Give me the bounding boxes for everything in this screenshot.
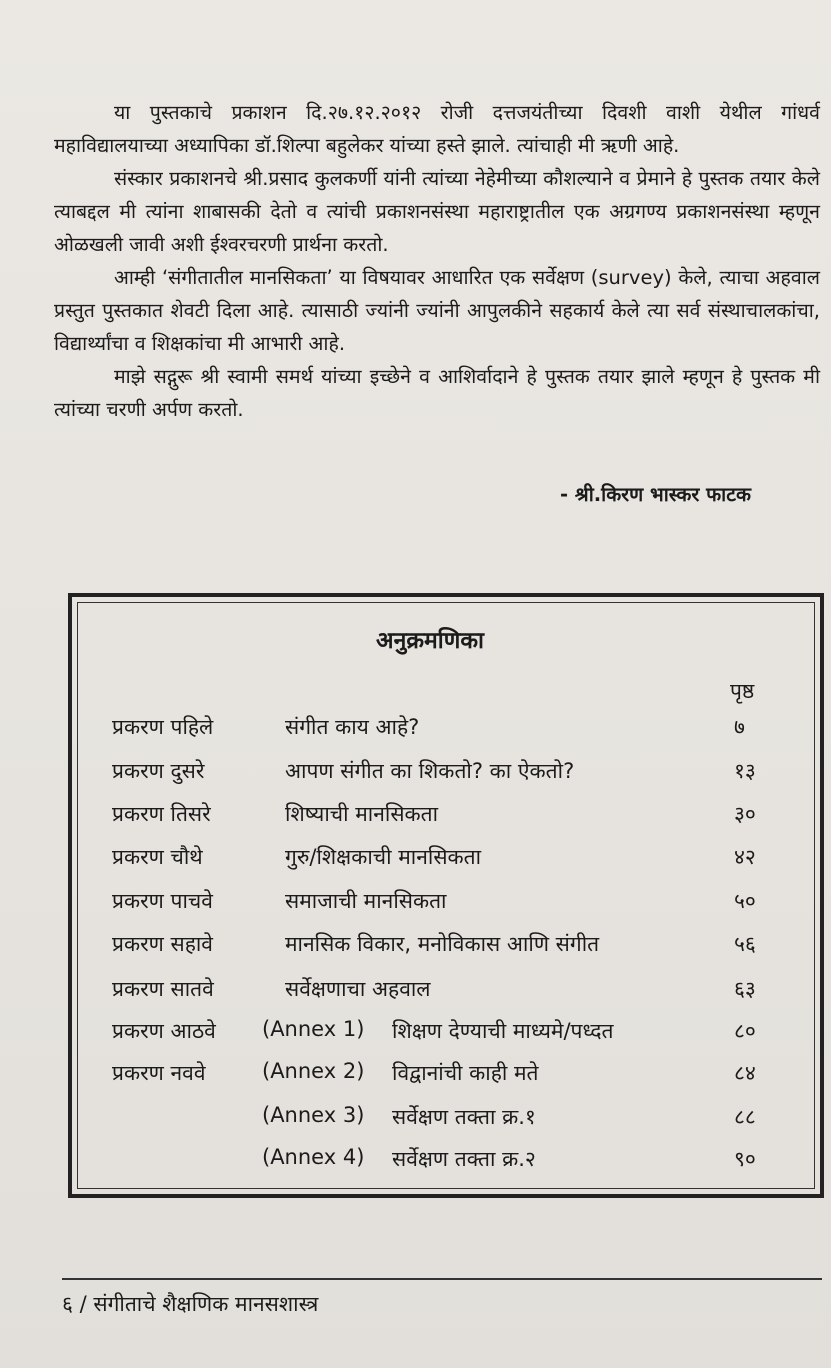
- toc-annex: (Annex 2): [262, 1059, 365, 1083]
- table-of-contents: [68, 593, 824, 1198]
- toc-chapter: प्रकरण चौथे: [112, 845, 203, 869]
- page-footer: [62, 1290, 318, 1318]
- toc-chapter: प्रकरण आठवे: [112, 1019, 216, 1043]
- toc-entry-title: शिष्याची मानसिकता: [285, 802, 439, 826]
- toc-page-column-header: पृष्ठ: [730, 679, 755, 703]
- preface-paragraph-1: या पुस्तकाचे प्रकाशन दि.२७.१२.२०१२ रोजी दत्तजयंतीच्या दिवशी वाशी येथील गांधर्व महाविद्यालयाच्या अध्यापिका डॉ.शिल्पा बहुलेकर यांच्या हस्ते झाले. त्यांचाही मी ऋणी आहे.: [54, 101, 820, 157]
- toc-chapter: प्रकरण दुसरे: [112, 759, 205, 783]
- toc-entry-title: मानसिक विकार, मनोविकास आणि संगीत: [285, 932, 600, 956]
- toc-page-number: ३०: [734, 802, 756, 826]
- toc-entry-title: सर्वेक्षणाचा अहवाल: [285, 977, 431, 1001]
- toc-chapter: प्रकरण सातवे: [112, 977, 214, 1001]
- toc-entry-title: गुरु/शिक्षकाची मानसिकता: [285, 845, 482, 869]
- toc-chapter: प्रकरण पाचवे: [112, 889, 213, 913]
- toc-row: [72, 843, 812, 875]
- toc-annex: (Annex 3): [262, 1103, 365, 1127]
- toc-entry-title: विद्वानांची काही मते: [392, 1061, 539, 1085]
- toc-annex: (Annex 1): [262, 1017, 365, 1041]
- toc-entry-title: शिक्षण देण्याची माध्यमे/पध्दत: [392, 1019, 614, 1043]
- toc-page-number: १३: [734, 759, 756, 783]
- toc-row: [72, 887, 812, 919]
- toc-entry-title: समाजाची मानसिकता: [285, 889, 447, 913]
- toc-row: [72, 800, 812, 832]
- toc-row: [72, 713, 812, 745]
- toc-page-number: ५०: [734, 889, 756, 913]
- toc-entry-title: सर्वेक्षण तक्ता क्र.२: [392, 1147, 536, 1171]
- toc-chapter: प्रकरण सहावे: [112, 932, 213, 956]
- toc-annex: (Annex 4): [262, 1145, 365, 1169]
- toc-row: [72, 1103, 812, 1135]
- toc-page-number: ६३: [734, 977, 756, 1001]
- toc-page-number: ४२: [734, 845, 756, 869]
- toc-page-number: ५६: [734, 932, 756, 956]
- toc-chapter: प्रकरण तिसरे: [112, 802, 211, 826]
- author-signature: - श्री.किरण भास्कर फाटक: [560, 483, 752, 506]
- toc-row: [72, 1145, 812, 1177]
- footer-separator: /: [79, 1292, 87, 1316]
- toc-chapter: प्रकरण पहिले: [112, 715, 214, 739]
- toc-page-number: ८०: [734, 1019, 756, 1043]
- toc-row: [72, 1017, 812, 1049]
- toc-entry-title: संगीत काय आहे?: [285, 715, 420, 739]
- preface-paragraph-4: माझे सद्गुरू श्री स्वामी समर्थ यांच्या इच्छेने व आशिर्वादाने हे पुस्तक तयार झाले म्हणून हे पुस्तक मी त्यांच्या चरणी अर्पण करतो.: [54, 365, 820, 421]
- toc-entry-title: आपण संगीत का शिकतो? का ऐकतो?: [285, 759, 575, 783]
- toc-row: [72, 930, 812, 962]
- toc-page-number: ७: [734, 715, 745, 739]
- toc-row: [72, 1059, 812, 1091]
- footer-divider: [62, 1278, 822, 1280]
- toc-page-number: ९०: [734, 1147, 756, 1171]
- preface-text: [54, 96, 820, 426]
- toc-page-number: ८८: [734, 1105, 756, 1129]
- toc-chapter: प्रकरण नववे: [112, 1061, 206, 1085]
- footer-page-number: ६: [62, 1292, 73, 1316]
- toc-entry-title: सर्वेक्षण तक्ता क्र.१: [392, 1105, 536, 1129]
- toc-row: [72, 757, 812, 789]
- footer-book-title: संगीताचे शैक्षणिक मानसशास्त्र: [93, 1292, 319, 1316]
- preface-paragraph-3: आम्ही ‘संगीतातील मानसिकता’ या विषयावर आधारित एक सर्वेक्षण (survey) केले, त्याचा अहवाल प्रस्तुत पुस्तकात शेवटी दिला आहे. त्यासाठी ज्यांनी ज्यांनी आपुलकीने सहकार्य केले त्या सर्व संस्थाचालकांचा, विद्यार्थ्यांचा व शिक्षकांचा मी आभारी आहे.: [54, 266, 820, 355]
- toc-row: [72, 975, 812, 1007]
- toc-title: अनुक्रमणिका: [376, 628, 484, 654]
- toc-page-number: ८४: [734, 1061, 756, 1085]
- preface-paragraph-2: संस्कार प्रकाशनचे श्री.प्रसाद कुलकर्णी यांनी त्यांच्या नेहेमीच्या कौशल्याने व प्रेमाने हे पुस्तक तयार केले त्याबद्दल मी त्यांना शाबासकी देतो व त्यांची प्रकाशनसंस्था महाराष्ट्रातील एक अग्रगण्य प्रकाशनसंस्था म्हणून ओळखली जावी अशी ईश्वरचरणी प्रार्थना करतो.: [54, 167, 820, 256]
